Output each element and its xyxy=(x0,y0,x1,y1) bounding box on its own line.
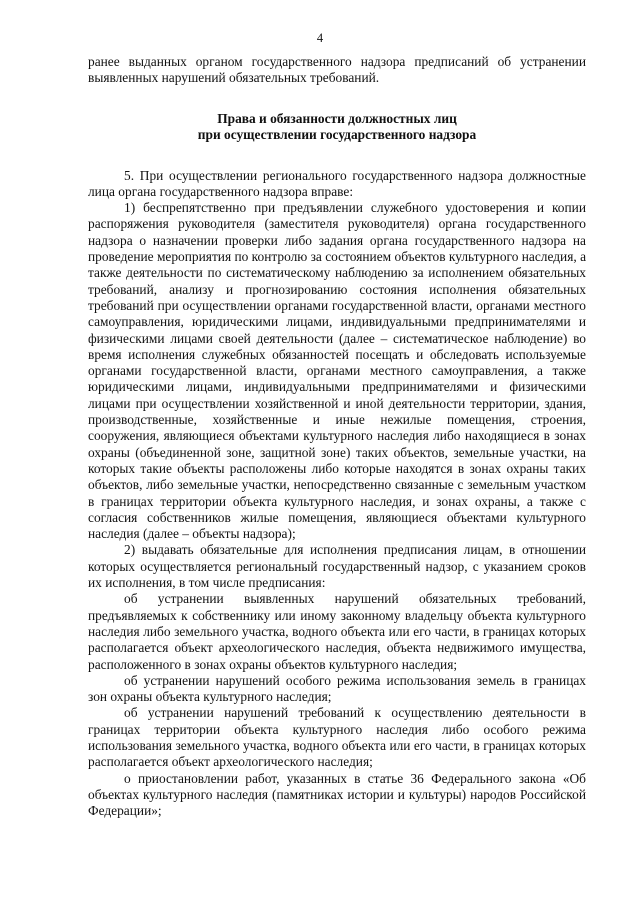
intro-paragraph: ранее выданных органом государственного надзора предписаний об устранении выявленных нарушений обязательных требований. xyxy=(88,54,586,86)
paragraph-order-violations: об устранении выявленных нарушений обязательных требований, предъявляемых к собственнику или иному законному владельцу объекта культурного наследия либо земельного участка, водного объекта или его части, в границах которых располагается объект археологического наследия, объекта недвижимого имущества, расположенного в зонах охраны объектов культурного наследия; xyxy=(88,591,586,672)
paragraph-item-1: 1) беспрепятственно при предъявлении служебного удостоверения и копии распоряжения руководителя (заместителя руководителя) органа государственного надзора о назначении проверки либо задания органа государственного надзора на проведение мероприятия по контролю за состоянием объектов культурного наследия, а также деятельности по систематическому наблюдению за исполнением обязательных требований, анализу и прогнозированию состояния исполнения обязательных требований при осуществлении органами государственной власти, органами местного самоуправления, юридическими лицами, индивидуальными предпринимателями и физическими лицами своей деятельности (далее – систематическое наблюдение) во время исполнения служебных обязанностей посещать и обследовать используемые органами государственной власти, органами местного самоуправления, а также юридическими лицами, индивидуальными предпринимателями и физическими лицами при осуществлении хозяйственной и иной деятельности территории, здания, производственные, хозяйственные и иные нежилые помещения, строения, сооружения, являющиеся объектами культурного наследия либо находящиеся в зонах охраны (объединенной зоне, защитной зоне) таких объектов, земельные участки, на которых такие объекты расположены либо которые находятся в зонах охраны таких объектов, либо земельные участки, непосредственно связанные с земельным участком в границах территории объекта культурного наследия, и зонах охраны, а также с согласия собственников жилые помещения, являющиеся объектами культурного наследия (далее – объекты надзора); xyxy=(88,200,587,542)
paragraph-5: 5. При осуществлении регионального государственного надзора должностные лица органа государственного надзора вправе: xyxy=(88,167,586,199)
page-number: 4 xyxy=(316,31,324,45)
paragraph-item-2: 2) выдавать обязательные для исполнения предписания лицам, в отношении которых осуществляется региональный государственный надзор, с указанием сроков их исполнения, в том числе предписания: xyxy=(88,542,586,591)
section-heading-line-1: Права и обязанности должностных лиц xyxy=(217,110,457,126)
section-heading-line-2: при осуществлении государственного надзора xyxy=(197,127,477,143)
paragraph-order-land-regime: об устранении нарушений особого режима использования земель в границах зон охраны объекта культурного наследия; xyxy=(88,672,586,705)
document-body xyxy=(88,54,586,819)
paragraph-order-suspension: о приостановлении работ, указанных в статье 36 Федерального закона «Об объектах культурного наследия (памятниках истории и культуры) народов Российской Федерации»; xyxy=(88,770,586,819)
paragraph-order-activity: об устранении нарушений требований к осуществлению деятельности в границах территории объекта культурного наследия либо особого режима использования земельного участка, водного объекта или его части, в границах которых располагается объект археологического наследия; xyxy=(88,705,586,770)
section-heading xyxy=(88,111,586,144)
